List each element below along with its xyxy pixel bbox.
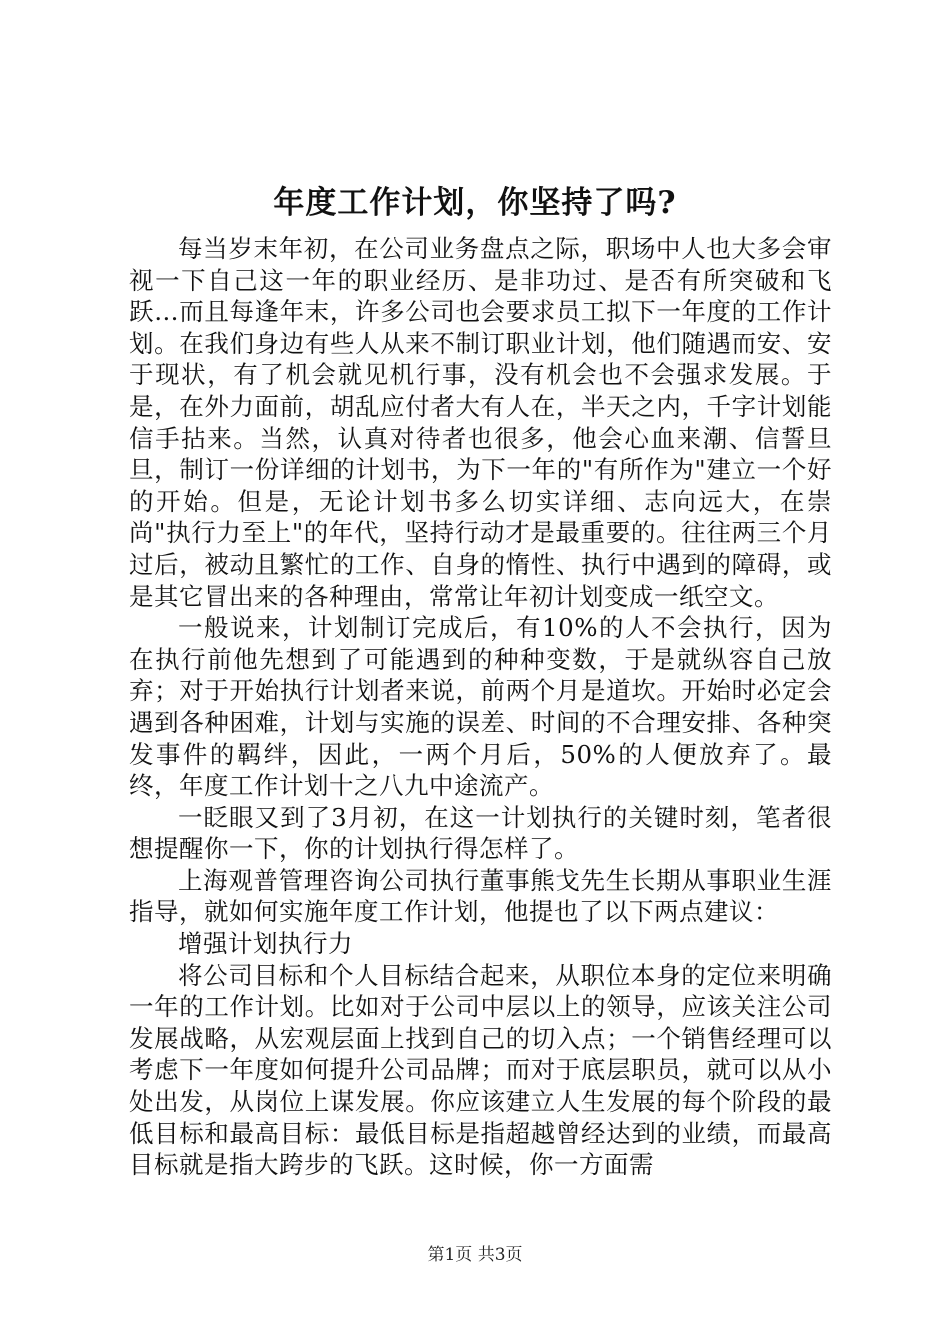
paragraph-statistics: 一般说来，计划制订完成后，有10%的人不会执行，因为在执行前他先想到了可能遇到的种种变数，于是就纵容自己放弃；对于开始执行计划者来说，前两个月是道坎。开始时必定会遇到各种困难，计划与实施的误差、时间的不合理安排、各种突发事件的羁绊，因此，一两个月后，50%的人便放弃了。最终，年度工作计划十之八九中途流产。 xyxy=(129,613,832,801)
paragraph-goals: 将公司目标和个人目标结合起来，从职位本身的定位来明确一年的工作计划。比如对于公司中层以上的领导，应该关注公司发展战略，从宏观层面上找到自己的切入点；一个销售经理可以考虑下一年度如何提升公司品牌；而对于底层职员，就可以从小处出发，从岗位上谋发展。你应该建立人生发展的每个阶段的最低目标和最高目标：最低目标是指超越曾经达到的业绩，而最高目标就是指大跨步的飞跃。这时候，你一方面需 xyxy=(129,960,832,1180)
page-footer: 第1页 共3页 xyxy=(427,1245,523,1265)
page-title: 年度工作计划，你坚持了吗? xyxy=(273,185,677,221)
paragraph-intro: 每当岁末年初，在公司业务盘点之际，职场中人也大多会审视一下自己这一年的职业经历、是非功过、是否有所突破和飞跃…而且每逢年末，许多公司也会要求员工拟下一年度的工作计划。在我们身边有些人从来不制订职业计划，他们随遇而安、安于现状，有了机会就见机行事，没有机会也不会强求发展。于是，在外力面前，胡乱应付者大有人在，半天之内，千字计划能信手拈来。当然，认真对待者也很多，他会心血来潮、信誓旦旦，制订一份详细的计划书，为下一年的"有所作为"建立一个好的开始。但是，无论计划书多么切实详细、志向远大，在崇尚"执行力至上"的年代，坚持行动才是最重要的。往往两三个月过后，被动且繁忙的工作、自身的惰性、执行中遇到的障碍，或是其它冒出来的各种理由，常常让年初计划变成一纸空文。 xyxy=(129,234,832,611)
section-heading: 增强计划执行力 xyxy=(178,929,353,959)
article-body xyxy=(129,233,832,1181)
paragraph-expert-advice: 上海观普管理咨询公司执行董事熊戈先生长期从事职业生涯指导，就如何实施年度工作计划，他提也了以下两点建议： xyxy=(129,865,832,927)
paragraph-reminder: 一眨眼又到了3月初，在这一计划执行的关键时刻，笔者很想提醒你一下，你的计划执行得怎样了。 xyxy=(129,802,832,864)
